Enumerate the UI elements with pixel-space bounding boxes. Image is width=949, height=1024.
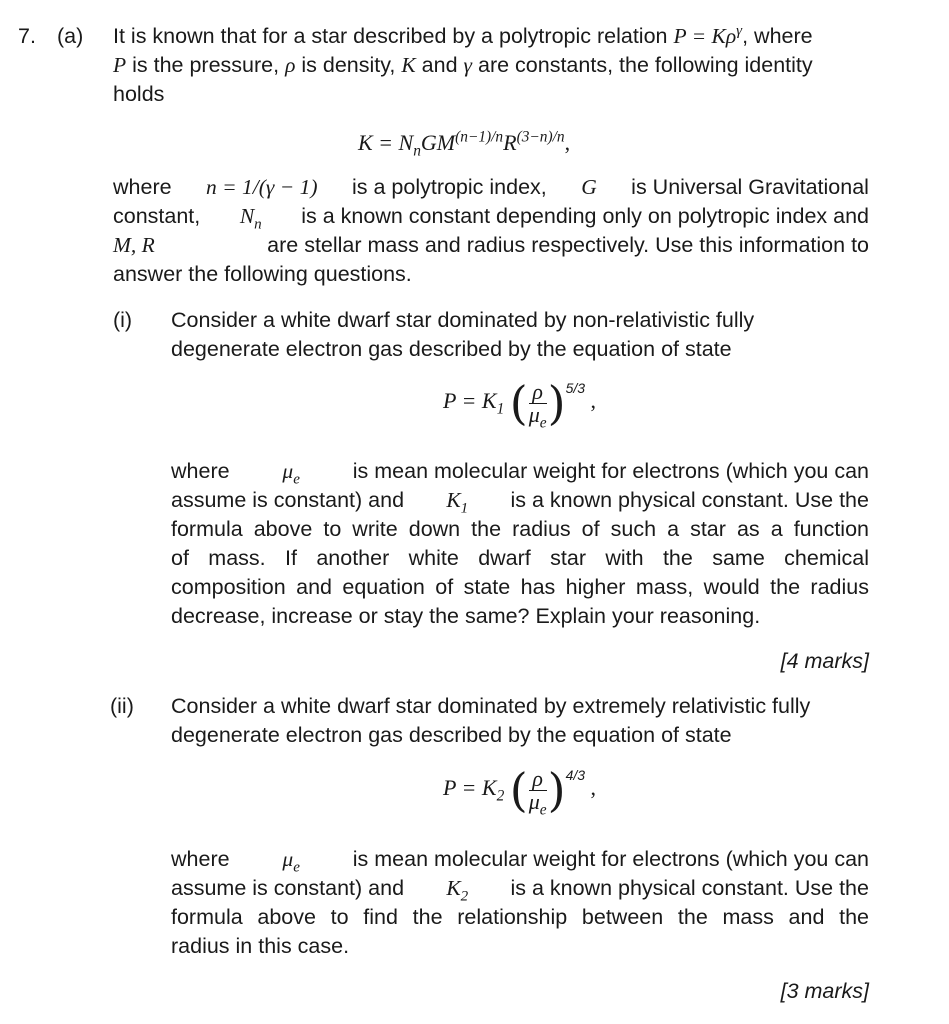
fraction-numerator: ρ [529, 768, 547, 791]
eq-exp-1: (n−1)/n [455, 128, 504, 146]
fraction-numerator: ρ [529, 381, 547, 404]
intro-line1-end: , where [742, 24, 813, 48]
eq-comma: , [590, 775, 597, 801]
text: where [113, 175, 172, 199]
eq-GM: GM [420, 130, 456, 155]
symbol-K: K [401, 53, 416, 77]
sub-ii-p-line-4: radius in this case. [171, 934, 350, 958]
eq-exponent: 4/3 [565, 767, 586, 783]
index-definition: n = 1/(γ − 1) [206, 175, 318, 199]
symbol-gamma: γ [463, 53, 473, 77]
sub-ii-marks: [3 marks] [780, 979, 869, 1003]
sub-i-label: (i) [113, 308, 133, 332]
eq-lhs: P = K [443, 388, 497, 414]
text: is mean molecular weight for electrons (which you can [352, 459, 869, 483]
sub-ii-label: (ii) [110, 694, 134, 718]
left-paren: ( [509, 376, 528, 430]
def-line-3 [113, 231, 869, 260]
eq-K-sub: 2 [496, 787, 505, 805]
text: is density, [295, 53, 402, 77]
eq-exp-2: (3−n)/n [516, 128, 565, 146]
sub-i-p-line-3: formula above to write down the radius of such a star as a function [171, 517, 869, 541]
symbol-K2 [446, 874, 468, 903]
symbol-mu-e [282, 457, 299, 486]
symbol-K: K [446, 488, 461, 512]
eq-R: R [503, 130, 517, 155]
symbol-mu-sub: e [293, 471, 300, 488]
symbol-mu: μ [528, 401, 540, 427]
eq-comma: , [590, 388, 597, 414]
symbol-P: P [113, 53, 127, 77]
intro-line-3: holds [113, 82, 165, 106]
text: constant, [113, 204, 201, 228]
sub-i-line-2: degenerate electron gas described by the equation of state [171, 337, 732, 361]
def-line-1 [113, 173, 869, 202]
eq-comma: , [564, 130, 571, 155]
sub-i-p-line-4: of mass. If another white dwarf star with the same chemical [171, 546, 869, 570]
sub-i-p-line-1 [171, 457, 869, 486]
fraction-denominator [528, 401, 547, 431]
symbol-mu-sub: e [539, 800, 547, 818]
symbol-K1 [446, 486, 468, 515]
definition-paragraph [113, 173, 869, 289]
right-paren: ) [547, 763, 566, 817]
symbol-N-sub: n [254, 216, 262, 233]
sub-i-p-line-5: composition and equation of state has higher mass, would the radius [171, 575, 869, 599]
right-paren: ) [547, 376, 566, 430]
sub-ii-p-line-2 [171, 874, 869, 903]
eq-sub-n: n [413, 142, 421, 160]
symbol-mu: μ [282, 847, 294, 871]
text: are stellar mass and radius respectively. Use this information to [267, 233, 869, 257]
eq-lhs: P = K [443, 775, 497, 801]
symbol-N: N [239, 204, 255, 228]
polytropic-relation [673, 24, 742, 48]
sub-ii-p-line-1 [171, 845, 869, 874]
symbol-mu-e [282, 845, 299, 874]
part-label: (a) [57, 24, 84, 48]
def-line-4: answer the following questions. [113, 262, 412, 286]
sub-i-line-1: Consider a white dwarf star dominated by non-relativistic fully [171, 308, 755, 332]
text: is a known physical constant. Use the [510, 488, 869, 512]
sub-ii-paragraph [171, 845, 869, 961]
symbol-mu: μ [528, 788, 540, 814]
text: is the pressure, [126, 53, 286, 77]
symbols-M-R: M, R [113, 233, 155, 257]
intro-text: It is known that for a star described by a polytropic relation [113, 24, 668, 48]
text: is mean molecular weight for electrons (which you can [352, 847, 869, 871]
text: where [171, 459, 230, 483]
symbol-mu-sub: e [293, 859, 300, 876]
text: are constants, the following identity [472, 53, 813, 77]
relation-exponent: γ [736, 22, 743, 39]
fraction [528, 378, 547, 431]
sub-i-paragraph [171, 457, 869, 631]
symbol-K: K [446, 876, 461, 900]
text: where [171, 847, 230, 871]
text: is a polytropic index, [351, 175, 547, 199]
text: and [415, 53, 464, 77]
symbol-rho: ρ [285, 53, 296, 77]
symbol-K-sub: 1 [460, 500, 469, 517]
identity-equation [358, 128, 571, 160]
eq-K-sub: 1 [496, 400, 505, 418]
eq-lhs: K = N [358, 130, 414, 155]
sub-ii-line-2: degenerate electron gas described by the equation of state [171, 723, 732, 747]
symbol-G: G [581, 175, 597, 199]
eq-exponent: 5/3 [565, 380, 586, 396]
intro-line-1 [113, 22, 813, 51]
relation-base: P = Kρ [673, 24, 737, 48]
fraction [528, 765, 547, 818]
sub-ii-p-line-3: formula above to find the relationship between the mass and the [171, 905, 869, 929]
sub-ii-line-1: Consider a white dwarf star dominated by extremely relativistic fully [171, 694, 811, 718]
text: is a known constant depending only on polytropic index and [301, 204, 869, 228]
sub-i-p-line-2 [171, 486, 869, 515]
sub-i-marks: [4 marks] [780, 649, 869, 673]
left-paren: ( [509, 763, 528, 817]
def-line-2 [113, 202, 869, 231]
text: is Universal Gravitational [631, 175, 869, 199]
text: is a known physical constant. Use the [510, 876, 869, 900]
symbol-Nn [240, 202, 262, 231]
text: assume is constant) and [171, 876, 405, 900]
eos-equation-ii [443, 763, 597, 818]
fraction-denominator [528, 788, 547, 818]
symbol-mu-sub: e [539, 413, 547, 431]
text: assume is constant) and [171, 488, 405, 512]
symbol-K-sub: 2 [460, 888, 469, 905]
eos-equation-i [443, 376, 597, 431]
intro-line-2 [113, 51, 813, 80]
symbol-mu: μ [282, 459, 294, 483]
question-number: 7. [18, 24, 36, 48]
sub-i-p-line-6: decrease, increase or stay the same? Explain your reasoning. [171, 604, 761, 628]
